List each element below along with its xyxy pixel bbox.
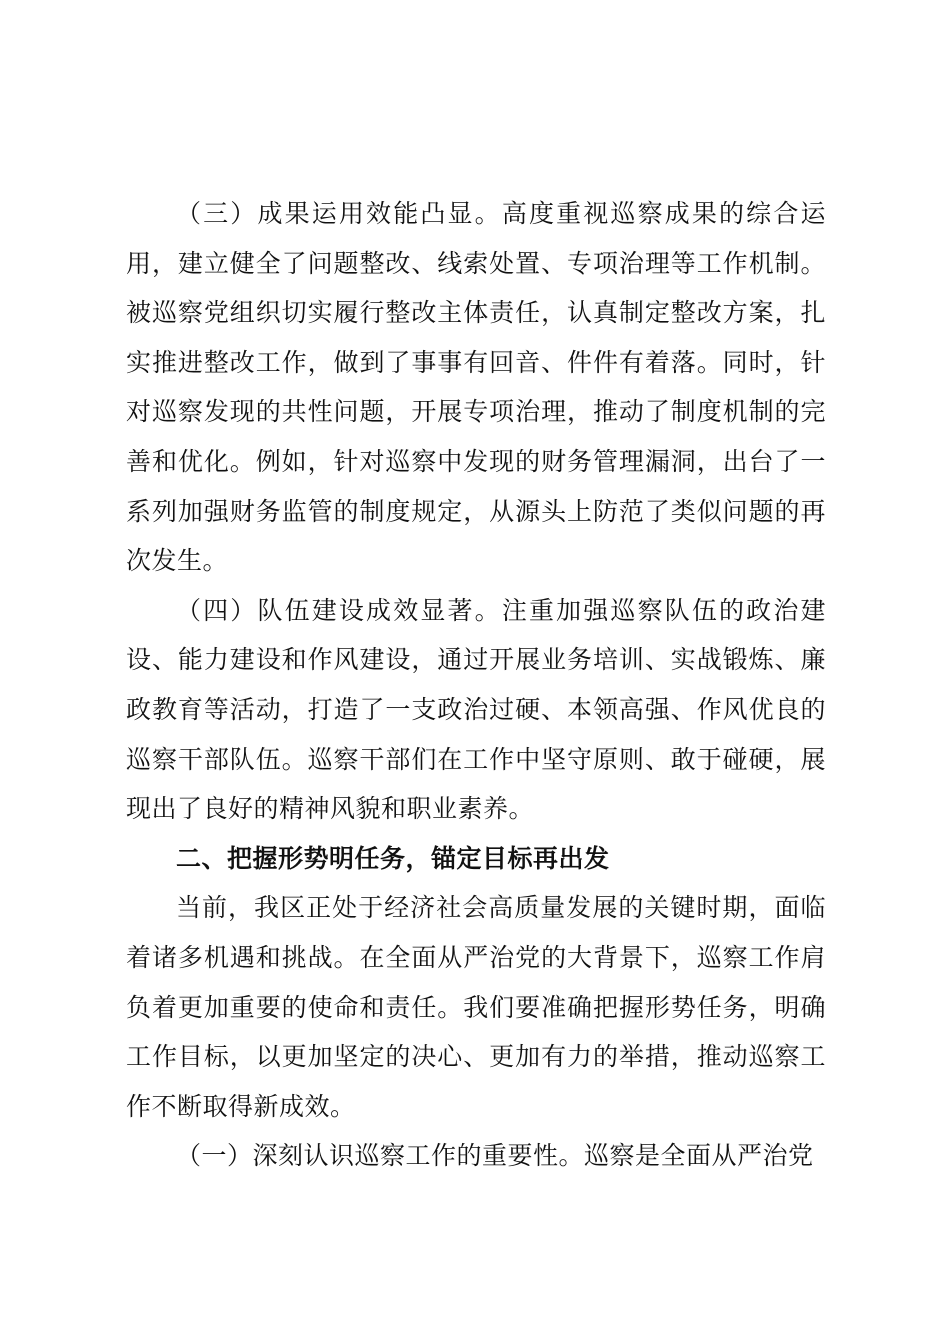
paragraph-importance: （一）深刻认识巡察工作的重要性。巡察是全面从严治党 [176,1141,814,1171]
paragraph-results-application: （三）成果运用效能凸显。高度重视巡察成果的综合运用，建立健全了问题整改、线索处置、专项治理等工作机制。被巡察党组织切实履行整改主体责任，认真制定整改方案，扎实推进整改工作，做到了事事有回音、件件有着落。同时，针对巡察发现的共性问题，开展专项治理，推动了制度机制的完善和优化。例如，针对巡察中发现的财务管理漏洞，出台了一系列加强财务监管的制度规定，从源头上防范了类似问题的再次发生。 [126,199,826,576]
document-body [126,189,826,1181]
section-heading: 二、把握形势明任务，锚定目标再出发 [176,843,610,873]
paragraph-current-situation: 当前，我区正处于经济社会高质量发展的关键时期，面临着诸多机遇和挑战。在全面从严治党的大背景下，巡察工作肩负着更加重要的使命和责任。我们要准确把握形势任务，明确工作目标，以更加坚定的决心、更加有力的举措，推动巡察工作不断取得新成效。 [126,893,826,1121]
paragraph-team-building: （四）队伍建设成效显著。注重加强巡察队伍的政治建设、能力建设和作风建设，通过开展业务培训、实战锻炼、廉政教育等活动，打造了一支政治过硬、本领高强、作风优良的巡察干部队伍。巡察干部们在工作中坚守原则、敢于碰硬，展现出了良好的精神风貌和职业素养。 [126,595,826,824]
